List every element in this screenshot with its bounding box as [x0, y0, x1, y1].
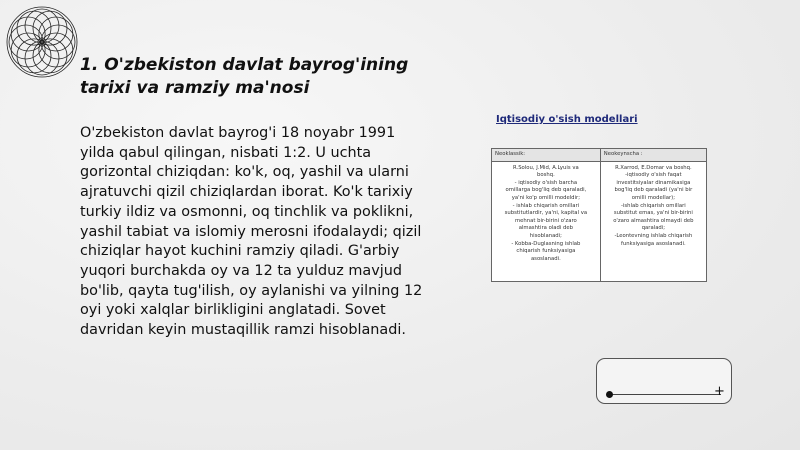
cell-line: -iqtisodiy o'sish faqat — [625, 172, 682, 179]
rosette-petal — [25, 9, 59, 43]
rosette-petal — [11, 17, 45, 51]
cell-line: - iqtisodiy o'sish barcha — [514, 179, 578, 186]
slide-body-text: O'zbekiston davlat bayrog'i 18 noyabr 1991 yilda qabul qilingan, nisbati 1:2. U uchta gorizontal chiziqdan: ko'k, oq, yashil va ularni ajratuvchi qizil chiziqlardan iborat. Ko'k tarixiy turkiy ildiz va osmonni, oq tinchlik va poklikni, yashil tabiat va islomiy merosni ifodalaydi; qizil chiziqlar hayot kuchini ramziy qiladi. G'arbiy yuqori burchakda oy va 12 ta yulduz mavjud bo'lib, qayta tug'ilish, oy aylanishi va yilning 12 oyi yoki xalqlar birlikligini anglatadi. Sovet davridan keyin mustaqillik ramzi hisoblanadi. — [80, 125, 423, 339]
slider-handle[interactable] — [606, 391, 613, 398]
figure-title: Iqtisodiy o'sish modellari — [496, 114, 638, 125]
cell-line: R.Xarrod, E.Domar va boshq. — [615, 164, 692, 171]
rosette-petal — [11, 33, 45, 67]
cell-line: - Kobba-Duglasning ishlab — [511, 240, 581, 247]
cell-line: chiqarish funksiyasiga — [516, 248, 576, 255]
rosette-petal — [33, 11, 67, 45]
cell-line: funksiyasiga asoslanadi. — [621, 240, 686, 247]
economic-models-figure — [480, 104, 740, 294]
neokeynesian-description-cell — [600, 161, 706, 281]
rosette-petal — [33, 39, 67, 73]
cell-line: substitutlardir, ya'ni, kapital va — [504, 210, 588, 217]
cell-line: qaraladi; — [641, 225, 666, 232]
column-header-neoclassical: Neoklassik: — [492, 149, 601, 162]
slider-widget[interactable] — [596, 358, 732, 404]
cell-line: substitut emas, ya'ni bir-birini — [613, 210, 693, 217]
column-header-neokeynesian: Neokeynscha : — [600, 149, 706, 162]
models-table — [491, 148, 707, 282]
cell-line: almashtira oladi deb — [518, 225, 574, 232]
table-header-row — [492, 149, 707, 162]
cell-line: investitsiyalar dinamikasiga — [616, 179, 691, 186]
cell-line: -ishlab chiqarish omillari — [620, 202, 686, 209]
cell-line: R.Solou, J.Mid, A.Lyuis va — [513, 164, 579, 171]
rosette-petal — [25, 41, 59, 75]
rosette-petal — [39, 33, 73, 67]
plus-icon[interactable]: + — [714, 384, 725, 399]
slider-track[interactable] — [609, 394, 721, 395]
neoclassical-description-cell — [492, 161, 601, 281]
rosette-petal — [17, 39, 51, 73]
ornamental-rosette-icon — [4, 4, 80, 80]
cell-line: ya'ni ko'p omilli modeldir; — [511, 194, 580, 201]
cell-line: mehnat bir-birini o'zaro — [515, 217, 577, 224]
cell-line: o'zaro almashtira olmaydi deb — [613, 217, 694, 224]
rosette-petal — [41, 25, 75, 59]
rosette-petal — [17, 11, 51, 45]
cell-line: -Leontevning ishlab chiqarish — [614, 232, 693, 239]
cell-line: asoslanadi. — [530, 255, 561, 262]
cell-line: - ishlab chiqarish omillari — [512, 202, 580, 209]
cell-line: omilli modellar); — [631, 194, 675, 201]
cell-line: bog'liq deb qaraladi (ya'ni bir — [614, 187, 693, 194]
cell-line: boshq. — [536, 172, 555, 179]
slide-title: 1. O'zbekiston davlat bayrog'ining tarixi va ramziy ma'nosi — [80, 55, 409, 98]
rosette-petal — [9, 25, 43, 59]
rosette-petal — [39, 17, 73, 51]
cell-line: hisoblanadi; — [529, 232, 562, 239]
table-row — [492, 161, 707, 281]
cell-line: omillarga bog'liq deb qaraladi, — [505, 187, 587, 194]
